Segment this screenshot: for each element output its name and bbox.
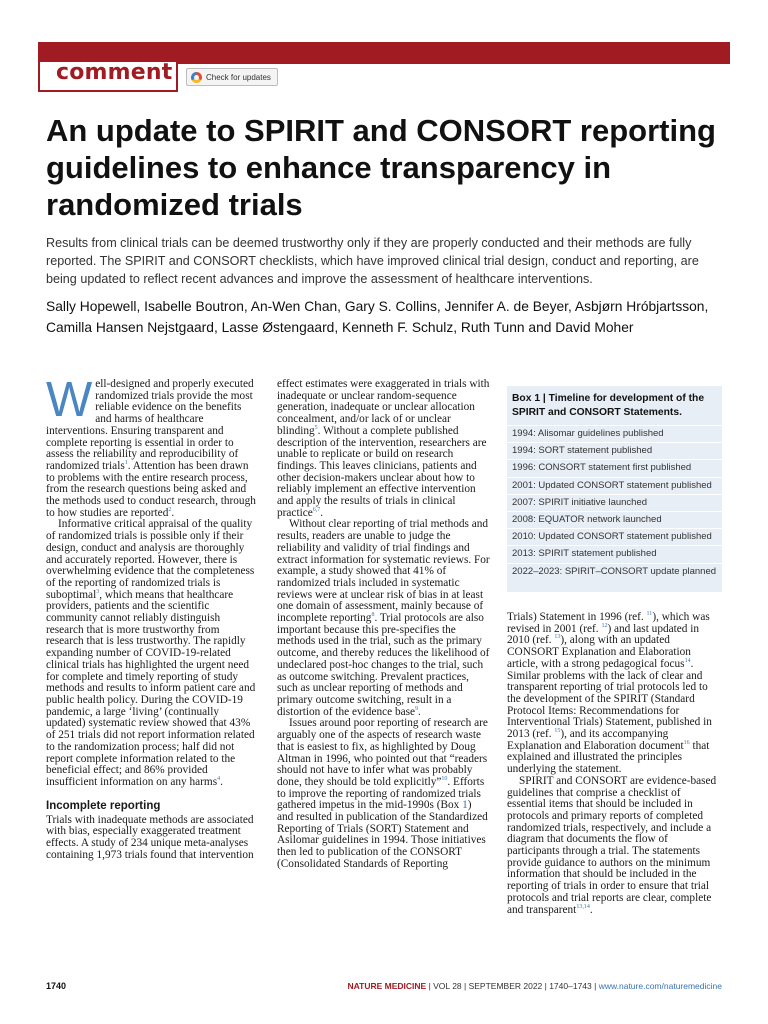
citation-link[interactable]: 14 bbox=[684, 658, 691, 665]
citation-link[interactable]: 13,14 bbox=[576, 903, 590, 910]
text: ) and last updated in 2010 (ref. bbox=[507, 622, 700, 647]
article-title: An update to SPIRIT and CONSORT reporting guidelines to enhance transparency in randomized trials bbox=[46, 113, 716, 222]
footer-citation bbox=[347, 981, 722, 991]
timeline-row: 2022–2023: SPIRIT–CONSORT update planned bbox=[507, 563, 722, 580]
text: . Similar problems with the lack of clear and transparent reporting of trial protocols led to the development of the SPIRIT (Standard Protocol Items: Recommendations for Interventional Trials) Statement, published in 2013 (ref. bbox=[507, 657, 712, 741]
volume-info: | VOL 28 | SEPTEMBER 2022 | 1740–1743 | bbox=[426, 981, 599, 991]
box-heading: Box 1 | Timeline for development of the SPIRIT and CONSORT Statements. bbox=[512, 393, 705, 418]
text: effect estimates were exaggerated in trials with inadequate or unclear random-sequence generation, inadequate or unclear allocation concealment, and/or lack of or unclear blinding bbox=[277, 378, 490, 437]
paragraph bbox=[277, 718, 490, 870]
box-link[interactable]: 1 bbox=[462, 799, 468, 812]
paragraph bbox=[277, 519, 490, 718]
text: . Efforts to improve the reporting of randomized trials gathered impetus in the mid-1990s (Box bbox=[277, 775, 485, 812]
text: that explained and illustrated the principles underlying the statement. bbox=[507, 739, 710, 776]
journal-name: NATURE MEDICINE bbox=[347, 981, 427, 991]
citation-link[interactable]: 16 bbox=[683, 739, 690, 746]
text: Informative critical appraisal of the quality of randomized trials is possible only if their design, conduct and analysis are thoroughly and accurately reported. However, there is overwhelming evidence that the completeness of the reporting of randomized trials is suboptimal bbox=[46, 518, 255, 601]
text: . bbox=[220, 775, 223, 788]
timeline-row: 2007: SPIRIT initiative launched bbox=[507, 494, 722, 511]
citation-link[interactable]: 12 bbox=[601, 622, 608, 629]
section-label-text: comment bbox=[56, 60, 173, 85]
text: ), which was revised in 2001 (ref. bbox=[507, 611, 710, 635]
journal-url-link[interactable]: www.nature.com/naturemedicine bbox=[598, 981, 722, 991]
check-for-updates-button[interactable] bbox=[186, 68, 278, 86]
body-column-2 bbox=[277, 379, 490, 871]
timeline-box bbox=[507, 386, 722, 592]
paragraph: Trials with inadequate methods are associated with bias, especially exaggerated treatment effects. A study of 234 unique meta-analyses containing 1,973 trials found that intervention bbox=[46, 813, 254, 861]
citation-link[interactable]: 6,7 bbox=[312, 506, 321, 513]
paragraph bbox=[46, 373, 259, 519]
citation-link[interactable]: 5 bbox=[314, 425, 318, 432]
citation-link[interactable]: 11 bbox=[646, 611, 653, 618]
text: . Trial protocols are also important because this pre-specifies the methods used in the trial, such as the primary outcome, and thereby reduces the likelihood of undeclared post-hoc changes to the trial, such as outcome switching. Prevalent practices, such as unclear reporting of methods and primary outcome switching, result in a distortion of the evidence base bbox=[277, 612, 490, 718]
text: Without clear reporting of trial methods and results, readers are unable to judge the reliability and validity of trial findings and extract information for systematic reviews. For example, a study showed that 41% of randomized trials included in systematic reviews were at unclear risk of bias in at least one domain of assessment, mainly because of incomplete reporting bbox=[277, 518, 490, 625]
timeline-row: 1994: Alisomar guidelines published bbox=[507, 425, 722, 442]
text: . bbox=[589, 903, 593, 916]
section-heading: Incomplete reporting bbox=[46, 799, 161, 812]
text: . bbox=[171, 506, 175, 519]
check-for-updates-label: Check for updates bbox=[206, 72, 271, 82]
citation-link[interactable]: 3 bbox=[96, 588, 100, 595]
paragraph bbox=[46, 519, 259, 788]
body-column-1 bbox=[46, 373, 259, 861]
body-column-3 bbox=[507, 612, 720, 916]
paragraph bbox=[277, 379, 490, 519]
text: Trials) Statement in 1996 (ref. bbox=[507, 611, 647, 623]
text: , which means that healthcare providers, patients and the scientific community cannot reliably distinguish research that is more trustworthy from research that is less trustworthy. The rapidly expanding number of COVID-19-related clinical trials has highlighted the urgent need for complete and timely reporting of study methods and results to inform patient care and public health policy. During the COVID-19 pandemic, a large ‘living’ (continually updated) systematic review showed that 43% of 251 trials did not report information related to the randomization process; half did not report complete information related to the beneficial effect; and 86% provided insufficient information on any harms bbox=[46, 588, 256, 788]
text: . Without a complete published description of the intervention, researchers are unable to replicate or build on research findings. This leaves clinicians, patients and other decision-makers unclear about how to reliably implement an effective intervention and apply the results of trials in clinical practice bbox=[277, 424, 487, 519]
citation-link[interactable]: 13 bbox=[554, 634, 561, 641]
timeline-row: 2013: SPIRIT statement published bbox=[507, 545, 722, 562]
citation-link[interactable]: 10 bbox=[441, 776, 448, 783]
crossmark-icon bbox=[191, 72, 202, 83]
standfirst: Results from clinical trials can be deemed trustworthy only if they are properly conducted and their methods are fully reported. The SPIRIT and CONSORT checklists, which have improved clinical trial design, conduct and reporting, are being updated to reflect recent advances and improve the assessment of healthcare interventions. bbox=[46, 236, 699, 286]
text: Issues around poor reporting of research are arguably one of the aspects of research waste that is easiest to fix, as highlighted by Doug Altman in 1996, who pointed out that “readers should not have to infer what was probably done, they should be told explicitly” bbox=[277, 717, 488, 788]
text: SPIRIT and CONSORT are evidence-based guidelines that comprise a checklist of essential items that should be included in protocols and primary reports of completed randomized trials, respectively, and include a diagram that documents the flow of participants through a trial. The statements provide guidance to authors on the minimum information that should be included in the reporting of trials in order to ensure that trial protocols and trial reports are clear, complete and transparent bbox=[507, 774, 717, 916]
citation-link[interactable]: 8 bbox=[371, 612, 375, 619]
timeline-row: 2010: Updated CONSORT statement published bbox=[507, 528, 722, 545]
text: . bbox=[418, 705, 421, 718]
timeline-row: 1994: SORT statement published bbox=[507, 442, 722, 459]
timeline-row: 2001: Updated CONSORT statement published bbox=[507, 477, 722, 494]
text: . Attention has been drawn to problems with the entire research process, from the research questions being asked and the methods used to conduct research, through to how studies are reported bbox=[46, 459, 256, 519]
paragraph bbox=[507, 612, 720, 776]
text: ), and its accompanying Explanation and Elaboration document bbox=[507, 728, 684, 752]
timeline-row: 1996: CONSORT statement first published bbox=[507, 459, 722, 476]
timeline-row: 2008: EQUATOR network launched bbox=[507, 511, 722, 528]
drop-cap: W bbox=[46, 373, 93, 427]
paragraph bbox=[507, 776, 720, 916]
author-list: Sally Hopewell, Isabelle Boutron, An-Wen Chan, Gary S. Collins, Jennifer A. de Beyer, Asbjørn Hróbjartsson, Camilla Hansen Nejstgaard, Lasse Østengaard, Kenneth F. Schulz, Ruth Tunn and David Moher bbox=[46, 299, 709, 335]
citation-link[interactable]: 1 bbox=[124, 460, 128, 467]
text: . bbox=[320, 506, 324, 519]
page-number: 1740 bbox=[46, 981, 67, 991]
citation-link[interactable]: 9 bbox=[415, 705, 419, 712]
citation-link[interactable]: 4 bbox=[217, 776, 221, 783]
text: ell-designed and properly executed randomized trials provide the most reliable evidence on the benefits and harms of healthcare interventions. Ensuring transparent and complete reporting is essential in order to assess the reliability and reproducibility of randomized trials bbox=[46, 378, 254, 472]
section-label bbox=[38, 62, 178, 92]
citation-link[interactable]: 15 bbox=[554, 728, 561, 735]
text: ) and resulted in publication of the Standardized Reporting of Trials (SORT) Statement and Asilomar guidelines in 1994. Those initiatives then led to publication of the CONSORT (Consolidated Standards of Reporting bbox=[277, 799, 488, 870]
text: ), along with an updated CONSORT Explanation and Elaboration article, with a strong pedagogical focus bbox=[507, 634, 691, 670]
citation-link[interactable]: 2 bbox=[168, 506, 172, 513]
